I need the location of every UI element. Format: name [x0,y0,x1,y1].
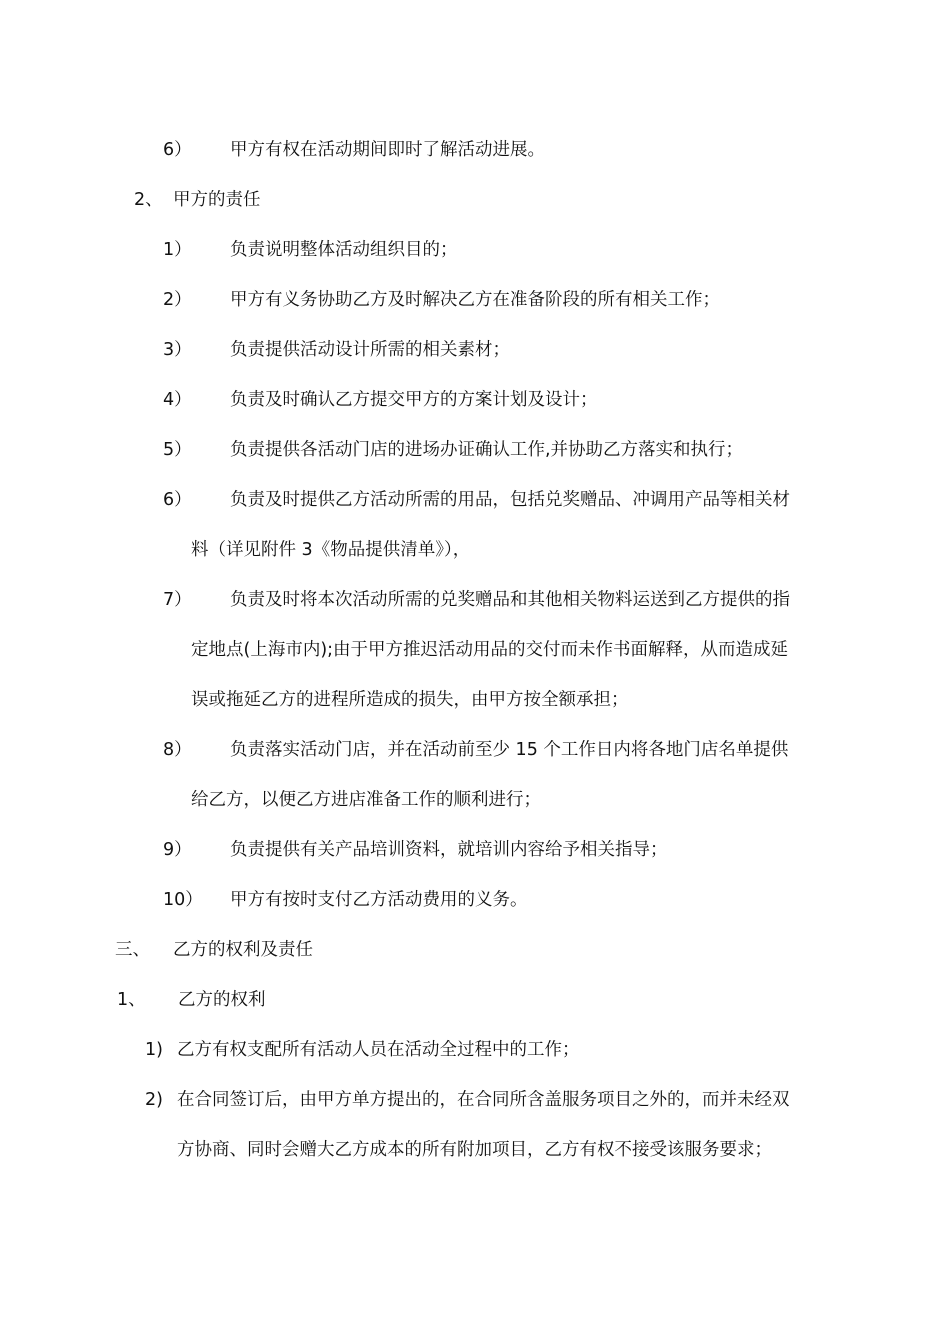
item-text: 甲方有义务协助乙方及时解决乙方在准备阶段的所有相关工作； [230,290,720,310]
item-text: 负责提供有关产品培训资料，就培训内容给予相关指导； [230,840,668,860]
item-number: 7） [163,590,192,610]
item-text: 负责及时将本次活动所需的兑奖赠品和其他相关物料运送到乙方提供的指 [230,590,790,610]
item-number: 5） [163,440,192,460]
chapter-heading: 乙方的权利及责任 [173,940,313,960]
item-number: 9） [163,840,192,860]
item-text: 负责落实活动门店，并在活动前至少 15 个工作日内将各地门店名单提供 [230,740,789,760]
chapter-number: 三、 [115,940,150,960]
item-text-continuation: 方协商、同时会赠大乙方成本的所有附加项目，乙方有权不接受该服务要求； [177,1140,772,1160]
item-number: 6） [163,490,192,510]
item-number: 3） [163,340,192,360]
section-number: 1、 [117,990,146,1010]
item-text: 负责提供各活动门店的进场办证确认工作,并协助乙方落实和执行； [230,440,744,460]
item-text-continuation: 料（详见附件 3《物品提供清单》）， [191,540,471,560]
item-number: 10） [163,890,203,910]
item-number: 2) [145,1090,163,1110]
item-text-continuation: 定地点(上海市内);由于甲方推迟活动用品的交付而未作书面解释，从而造成延 [191,640,789,660]
item-text: 在合同签订后，由甲方单方提出的，在合同所含盖服务项目之外的，而并未经双 [177,1090,790,1110]
item-text-continuation: 误或拖延乙方的进程所造成的损失，由甲方按全额承担； [191,690,629,710]
item-text: 负责及时确认乙方提交甲方的方案计划及设计； [230,390,598,410]
item-text: 负责提供活动设计所需的相关素材； [230,340,510,360]
section-heading: 甲方的责任 [173,190,261,210]
item-number: 6） [163,140,192,160]
item-text: 负责及时提供乙方活动所需的用品，包括兑奖赠品、冲调用产品等相关材 [230,490,790,510]
item-number: 8） [163,740,192,760]
item-text: 乙方有权支配所有活动人员在活动全过程中的工作； [177,1040,580,1060]
section-number: 2、 [134,190,163,210]
item-text: 甲方有权在活动期间即时了解活动进展。 [230,140,545,160]
item-number: 1） [163,240,192,260]
item-number: 4） [163,390,192,410]
item-text-continuation: 给乙方，以便乙方进店准备工作的顺利进行； [191,790,541,810]
item-number: 2） [163,290,192,310]
section-heading: 乙方的权利 [178,990,266,1010]
item-text: 负责说明整体活动组织目的； [230,240,458,260]
item-number: 1) [145,1040,163,1060]
item-text: 甲方有按时支付乙方活动费用的义务。 [230,890,528,910]
